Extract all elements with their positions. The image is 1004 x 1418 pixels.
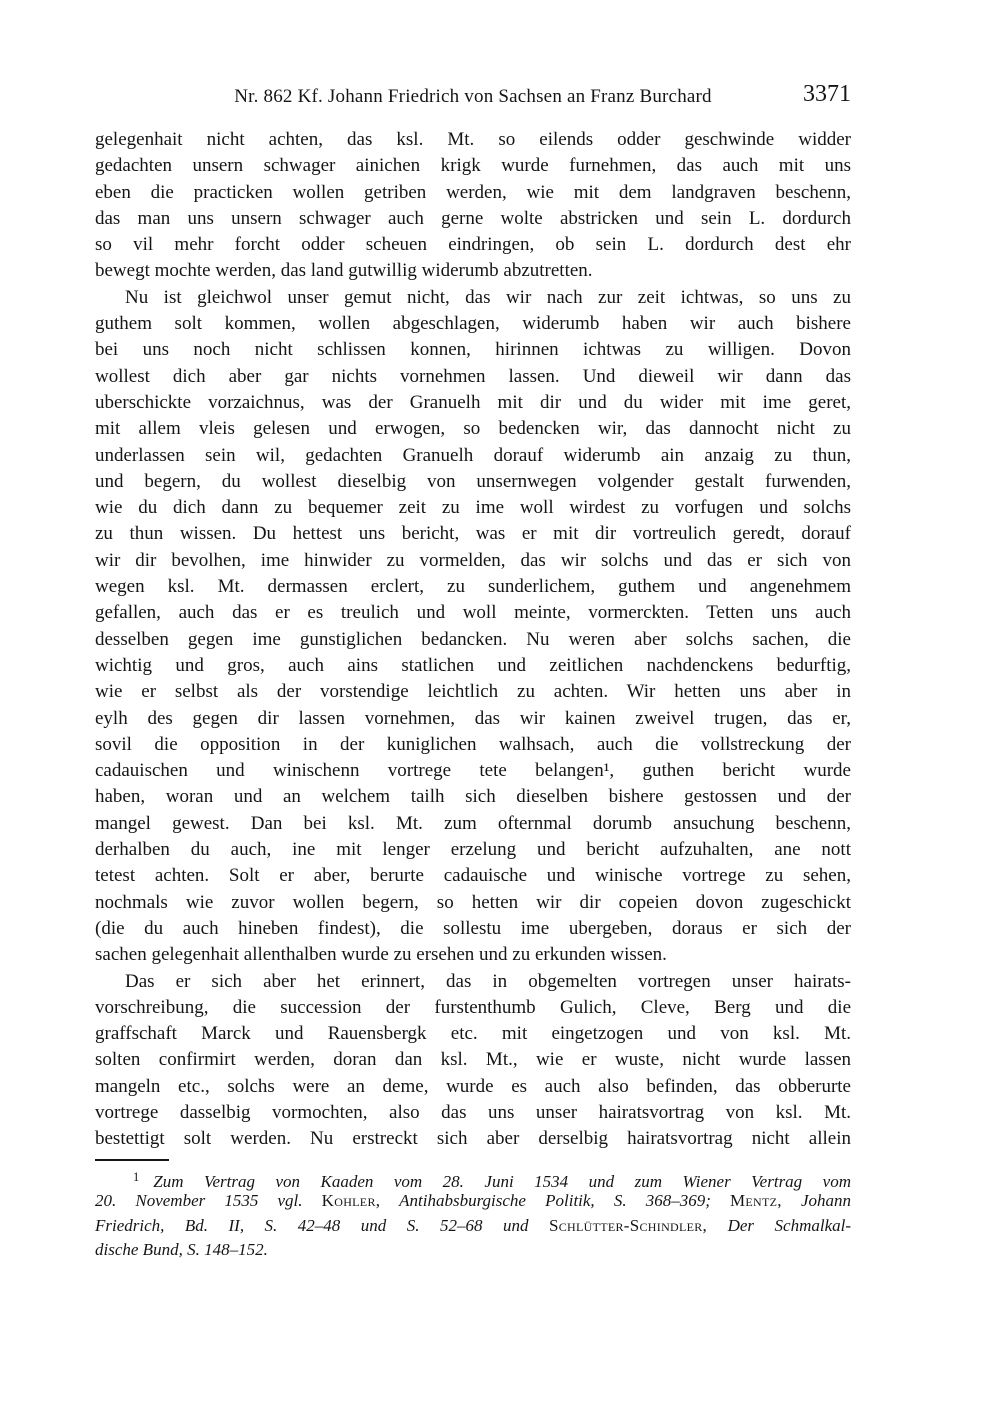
text-line: mangeln etc., solchs were an deme, wurde es auch also befinden, das obberurte: [95, 1075, 851, 1097]
footnote-rule: [95, 1159, 169, 1161]
text-line: so vil mehr forcht odder scheuen eindringen, ob sein L. dordurch dest ehr: [95, 234, 851, 256]
text-line: bestettigt solt werden. Nu erstreckt sich aber derselbig hairatsvortrag nicht allein: [95, 1128, 851, 1150]
text-line: das man uns unsern schwager auch gerne wolte abstricken und sein L. dordurch: [95, 207, 851, 229]
text-line: bewegt mochte werden, das land gutwillig widerumb abzutretten.: [95, 260, 593, 282]
text-line: gefallen, auch das er es treulich und woll meinte, vormerckten. Tetten uns auch: [95, 602, 851, 624]
text-line: eylh des gegen dir lassen vornehmen, das wir kainen zweivel trugen, das er,: [95, 707, 851, 729]
text-line: sovil die opposition in der kuniglichen walhsach, auch die vollstreckung der: [95, 733, 851, 755]
text-line: sachen gelegenhait allenthalben wurde zu ersehen und zu erkunden wissen.: [95, 944, 667, 966]
text-line: guthem solt kommen, wollen abgeschlagen, widerumb haben wir auch bishere: [95, 313, 851, 335]
text-line: mit allem vleis gelesen und erwogen, so bedencken wir, das dannocht nicht zu: [95, 418, 851, 440]
footnote-text-segment: Friedrich, Bd. II, S. 42–48 und S. 52–68 und: [95, 1215, 549, 1235]
text-line: gedachten unsern schwager ainichen krigk wurde furnehmen, das auch mit uns: [95, 155, 851, 177]
text-line: wichtig und gros, auch ains statlichen und zeitlichen nachdenckens bedurftig,: [95, 654, 851, 676]
footnote-line: [95, 1189, 851, 1214]
header-title: Nr. 862 Kf. Johann Friedrich von Sachsen an Franz Burchard: [234, 86, 712, 107]
text-line: wegen ksl. Mt. dermassen erclert, zu sunderlichem, guthem und angenehmem: [95, 576, 851, 598]
text-line: solten confirmirt werden, doran dan ksl. Mt., wie er wuste, nicht wurde lassen: [95, 1049, 851, 1071]
text-line: und begern, du wollest dieselbig von unsernwegen volgender gestalt furwenden,: [95, 470, 851, 492]
text-line: haben, woran und an welchem tailh sich dieselben bishere gestossen und der: [95, 786, 851, 808]
footnote-line: [95, 1165, 851, 1190]
text-line: wie er selbst als der vorstendige leichtlich zu achten. Wir hetten uns aber in: [95, 681, 851, 703]
footnote-line: [95, 1214, 851, 1239]
text-line: derhalben du auch, ine mit lenger erzelung und bericht aufzuhalten, ane nott: [95, 839, 851, 861]
text-line: tetest achten. Solt er aber, berurte cadauische und winische vortrege zu sehen,: [95, 865, 851, 887]
footnote-line: [95, 1238, 851, 1263]
text-line: graffschaft Marck und Rauensbergk etc. mit eingetzogen und von ksl. Mt.: [95, 1023, 851, 1045]
text-line: vorschreibung, die succession der furstenthumb Gulich, Cleve, Berg und die: [95, 996, 851, 1018]
text-line: Nu ist gleichwol unser gemut nicht, das wir nach zur zeit ichtwas, so uns zu: [125, 286, 851, 308]
text-line: desselben gegen ime gunstiglichen bedancken. Nu weren aber solchs sachen, die: [95, 628, 851, 650]
footnote-text-segment: Mentz,: [730, 1191, 782, 1211]
text-line: wie du dich dann zu bequemer zeit zu ime woll wirdest zu vorfugen und solchs: [95, 497, 851, 519]
text-line: eben die practicken wollen getriben werden, wie mit dem landgraven beschenn,: [95, 181, 851, 203]
text-line: mangel gewest. Dan bei ksl. Mt. zum ofternmal dorumb ansuchung beschenn,: [95, 812, 851, 834]
text-line: gelegenhait nicht achten, das ksl. Mt. so eilends odder geschwinde widder: [95, 129, 851, 150]
footnote-text-segment: Zum Vertrag von Kaaden vom 28. Juni 1534 und zum Wiener Vertrag vom: [153, 1171, 851, 1191]
footnote-text-segment: Antihabsburgische Politik, S. 368–369;: [380, 1191, 730, 1211]
text-line: zu thun wissen. Du hettest uns bericht, was er mit dir vortreulich geredt, dorauf: [95, 523, 851, 545]
text-line: vortrege dasselbig vormochten, also das uns unser hairatsvortrag von ksl. Mt.: [95, 1101, 851, 1123]
text-line: cadauischen und winischenn vortrege tete belangen¹, guthen bericht wurde: [95, 760, 851, 782]
text-line: bei uns noch nicht schlissen konnen, hirinnen ichtwas zu willigen. Dovon: [95, 339, 851, 361]
text-line: wir dir bevolhen, ime hinwider zu vormelden, das wir solchs und das er sich von: [95, 549, 851, 571]
text-line: uberschickte vorzaichnus, was der Granuelh mit dir und du wider mit ime geret,: [95, 391, 851, 413]
footnote-text-segment: Kohler,: [321, 1191, 381, 1211]
footnote-text-segment: dische Bund, S. 148–152.: [95, 1240, 268, 1260]
text-line: Das er sich aber het erinnert, das in obgemelten vortregen unser hairats-: [125, 970, 851, 992]
footnote: [95, 1165, 851, 1263]
footnote-text-segment: 20. November 1535 vgl.: [95, 1191, 322, 1211]
text-line: underlassen sein wil, gedachten Granuelh dorauf widerumb ain anzaig zu thun,: [95, 444, 851, 466]
footnote-text-segment: Schlütter-Schindler,: [548, 1215, 708, 1235]
body-text: [95, 127, 851, 1153]
footnote-marker: 1: [133, 1169, 140, 1184]
footnote-text-segment: Johann: [781, 1191, 852, 1211]
page-number: 3371: [803, 81, 851, 107]
page-content: [95, 81, 852, 1263]
text-line: nochmals wie zuvor wollen begern, so hetten wir dir copeien dovon zugeschickt: [95, 891, 851, 913]
text-line: (die du auch hineben findest), die sollestu ime ubergeben, doraus er sich der: [95, 917, 851, 939]
text-line: wollest dich aber gar nichts vornehmen lassen. Und dieweil wir dann das: [95, 365, 851, 387]
footnote-text-segment: Der Schmalkal-: [707, 1215, 852, 1235]
footnote-lines: [95, 1165, 851, 1263]
running-header: [95, 81, 851, 110]
